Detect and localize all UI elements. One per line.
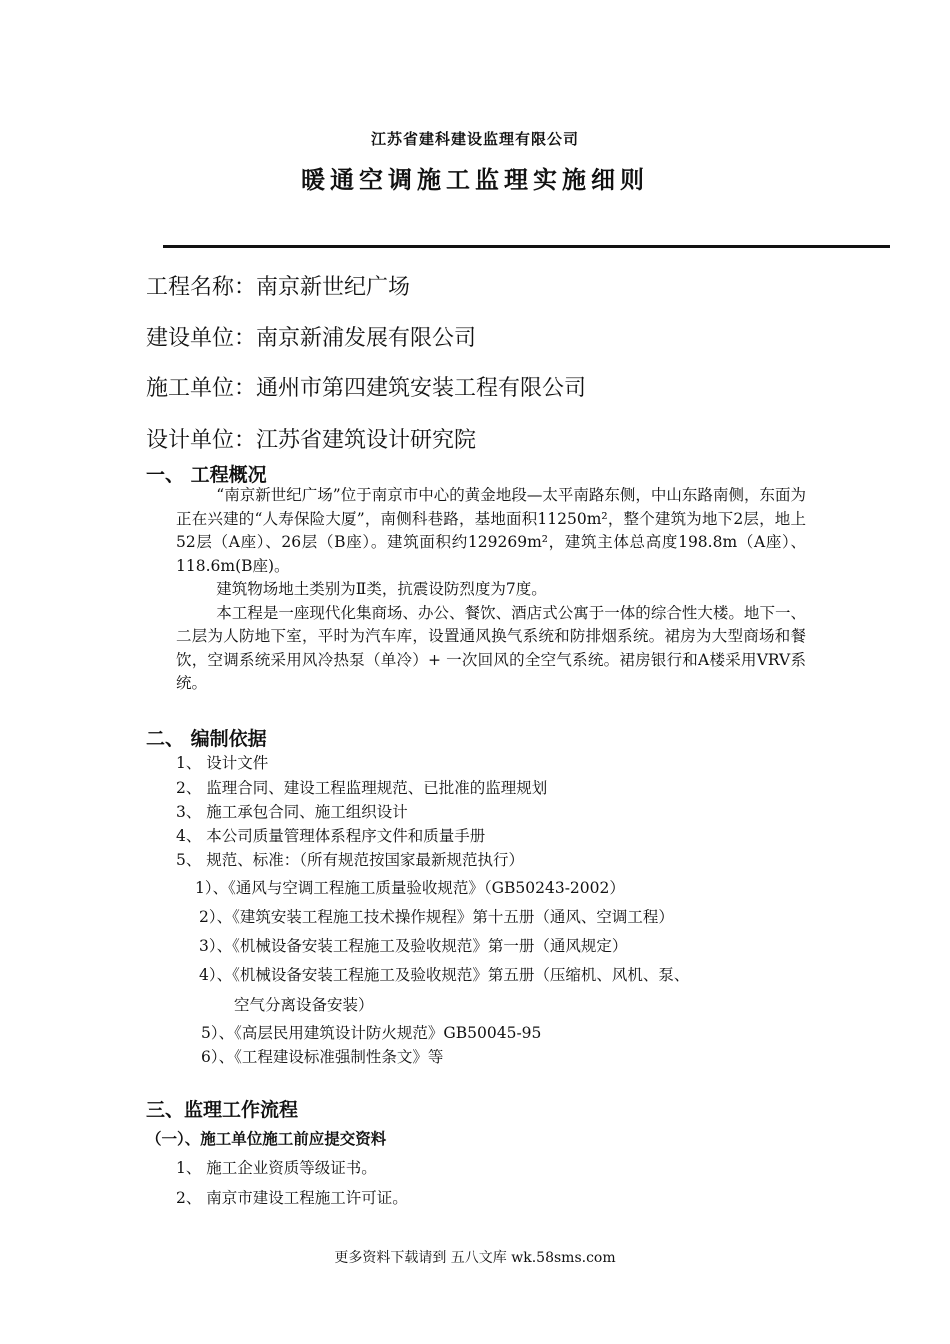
- owner-line: 建设单位：南京新浦发展有限公司: [146, 326, 477, 351]
- standard-item: 6）、《工程建设标准强制性条文》等: [201, 1048, 444, 1066]
- standard-item: 1）、《通风与空调工程施工质量验收规范》（GB50243-2002）: [195, 879, 625, 897]
- basis-item: 4、 本公司质量管理体系程序文件和质量手册: [176, 827, 486, 845]
- document-item: 2、 南京市建设工程施工许可证。: [176, 1189, 408, 1207]
- standard-item: 4）、《机械设备安装工程施工及验收规范》第五册（压缩机、风机、泵、: [199, 966, 690, 984]
- company-name: 江苏省建科建设监理有限公司: [370, 130, 579, 148]
- document-item: 1、 施工企业资质等级证书。: [176, 1159, 377, 1177]
- section1-body: [176, 484, 806, 696]
- section2-heading: 二、 编制依据: [146, 728, 267, 750]
- section3-subheading: （一）、施工单位施工前应提交资料: [146, 1130, 387, 1148]
- basis-item: 1、 设计文件: [176, 754, 269, 772]
- standard-item-continued: 空气分离设备安装）: [234, 996, 374, 1014]
- basis-item: 5、 规范、标准：（所有规范按国家最新规范执行）: [176, 851, 525, 869]
- standard-item: 3）、《机械设备安装工程施工及验收规范》第一册（通风规定）: [199, 937, 628, 955]
- site-paragraph: 建筑物场地土类别为Ⅱ类，抗震设防烈度为7度。: [216, 580, 547, 598]
- document-title: 暖通空调施工监理实施细则: [301, 166, 649, 194]
- section1-heading: 一、 工程概况: [146, 464, 267, 486]
- contractor-line: 施工单位：通州市第四建筑安装工程有限公司: [146, 376, 587, 401]
- standard-item: 2）、《建筑安装工程施工技术操作规程》第十五册（通风、空调工程）: [199, 908, 674, 926]
- basis-item: 3、 施工承包合同、施工组织设计: [176, 803, 408, 821]
- building-paragraph: 本工程是一座现代化集商场、办公、餐饮、酒店式公寓于一体的综合性大楼。地下一、二层为人防地下室，平时为汽车库，设置通风换气系统和防排烟系统。裙房为大型商场和餐饮，空调系统采用风冷热泵（单冷）+ 一次回风的全空气系统。裙房银行和A楼采用VRV系统。: [176, 603, 806, 692]
- basis-item: 2、 监理合同、建设工程监理规范、已批准的监理规划: [176, 779, 548, 797]
- project-name-line: 工程名称：南京新世纪广场: [146, 275, 411, 300]
- section3-heading: 三、监理工作流程: [146, 1099, 299, 1121]
- title-divider: [163, 245, 890, 248]
- footer-note: 更多资料下载请到 五八文库 wk.58sms.com: [334, 1250, 616, 1266]
- standard-item: 5）、《高层民用建筑设计防火规范》GB50045-95: [201, 1024, 542, 1042]
- designer-line: 设计单位：江苏省建筑设计研究院: [146, 428, 477, 453]
- overview-paragraph: “南京新世纪广场”位于南京市中心的黄金地段—太平南路东侧，中山东路南侧，东面为正在兴建的“人寿保险大厦”，南侧科巷路，基地面积11250m²，整个建筑为地下2层，地上52层（A座）、26层（B座）。建筑面积约129269m²，建筑主体总高度198.8m（A座）、118.6m(B座)。: [176, 486, 806, 575]
